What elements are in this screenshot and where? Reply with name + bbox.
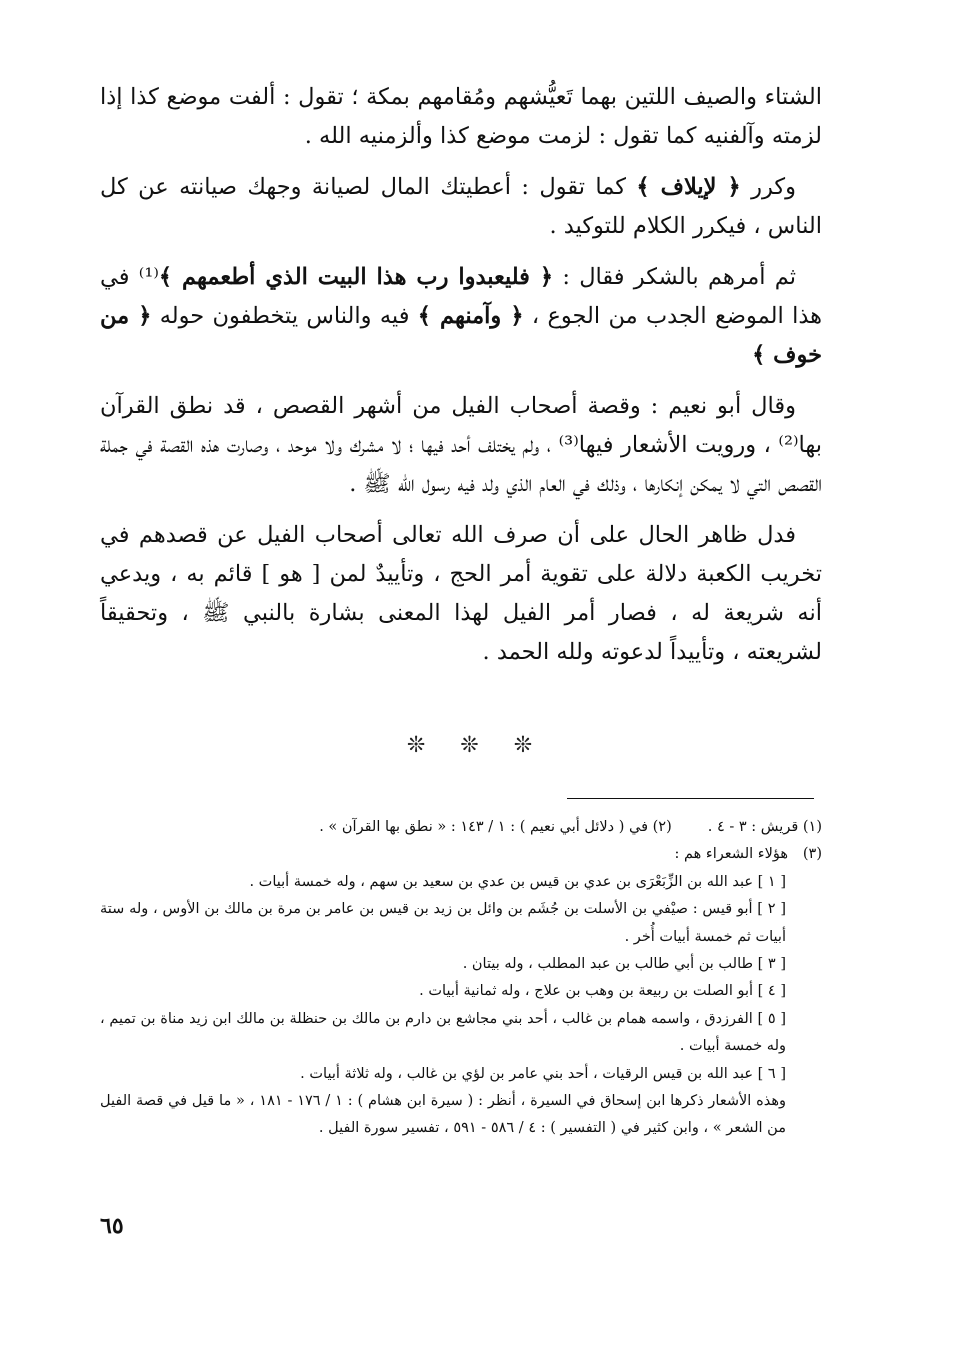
main-text [100,78,822,684]
footnote-row-1-2 [100,814,822,841]
footnote-3-heading: هؤلاء الشعراء هم : [674,846,788,863]
page-number: ٦٥ [100,1213,124,1239]
p2-text-a: وكرر [751,174,797,200]
section-separator: ❊ ❊ ❊ [406,733,547,758]
paragraph-2 [100,168,822,246]
paragraph-3 [100,258,822,375]
paragraph-5: فدل ظاهر الحال على أن صرف الله تعالى أصحاب الفيل عن قصدهم في تخريب الكعبة دلالة على تقوية أمر الحج ، وتأييدٌ لمن [ هو ] قائم به ، ويدعي أنه شريعة له ، فصار أمر الفيل لهذا المعنى بشارة بالنبي ﷺ ، وتحقيقاً لشريعته ، وتأييداً لدعوته ولله الحمد . [100,522,822,665]
poet-1: [ ١ ] عبد الله بن الزِّبَعْرَى بن عدي بن قيس بن عدي بن سعيد بن سهم ، وله خمسة أبيات . [249,873,786,890]
quran-quote-waamanahum: ﴿ وآمنهم ﴾ [417,303,524,329]
poet-4: [ ٤ ] أبو الصلت بن ربيعة بن وهب بن علاج ، وله ثمانية أبيات . [419,983,786,1000]
quran-quote-li-ilaf: ﴿ لإيلاف ﴾ [636,174,741,200]
p3-text-c: فيه والناس يتخطفون حوله [159,303,410,329]
paragraph-4: وقال أبو نعيم : وقصة أصحاب الفيل من أشهر القصص ، قد نطق القرآن بها⁽²⁾ ، ورويت الأشعار فيها⁽³⁾ ، ولم يختلف أحد فيها ؛ لا مشرك ولا موحد ، وصارت هذه القصة في جملة القصص التي لا يمكن إنكارها ، وذلك في العام الذي ولد فيه رسول الله ﷺ . [100,393,822,497]
footnote-3-number: (٣) [802,846,822,863]
footnote-rule [567,798,814,799]
footnote-1: (١) قريش : ٣ - ٤ . [707,819,822,835]
poet-6: [ ٦ ] عبد الله بن قيس الرقيات ، أحد بني عامر بن لؤي بن غالب ، وله ثلاثة أبيات . [300,1065,786,1082]
footnote-2: (٢) في ( دلائل أبي نعيم ) : ١ / ١٤٣ : « نطق بها القرآن » . [319,819,672,835]
poet-5: [ ٥ ] الفرزدق ، واسمه همام بن غالب ، أحد بني مجاشع بن دارم بن مالك بن حنظلة بن مالك ابن زيد مناة بن تميم ، وله خمسة أبيات . [100,1010,786,1055]
p2-text-b: كما تقول : أعطيتك المال لصيانة وجهك صيانته عن كل الناس ، فيكرر الكلام للتوكيد . [100,174,822,239]
footnote-closing: وهذه الأشعار ذكرها ابن إسحاق في السيرة ، أنظر : ( سيرة ابن هشام ) : ١ / ١٧٦ - ١٨١ ، « ما قيل في قصة الفيل من الشعر » ، وابن كثير في ( التفسير ) : ٤ / ٥٨٦ - ٥٩١ ، تفسير سورة الفيل . [100,1093,786,1137]
footnote-3 [100,841,822,868]
p3-text-a: ثم أمرهم بالشكر فقال : [562,264,796,290]
p3-text-b: ⁽¹⁾ في هذا الموضع الجدب من الجوع ، [100,264,823,329]
paragraph-1: الشتاء والصيف اللتين بهما تَعيُّشهم ومُقامهم بمكة ؛ تقول : ألفت موضع كذا إذا لزمته وآلفنيه كما تقول : لزمت موضع كذا وألزمنيه الله . [100,84,822,149]
poet-3: [ ٣ ] طالب بن أبي طالب بن عبد المطلب ، وله بيتان . [462,956,786,973]
quran-quote-falyabudu: ﴿ فليعبدوا رب هذا البيت الذي أطعمهم ﴾ [158,264,554,290]
poet-2: [ ٢ ] أبو قيس : صيْفي بن الأسلت بن جُشَم بن وائل بن زيد بن قيس بن عامر بن مرة بن مالك بن الأوس ، وله ستة أبيات ثم خمسة أبيات أُخر . [100,901,786,945]
quran-quote-min-khawf: ﴿ من خوف ﴾ [100,303,822,368]
footnotes [100,814,822,1143]
